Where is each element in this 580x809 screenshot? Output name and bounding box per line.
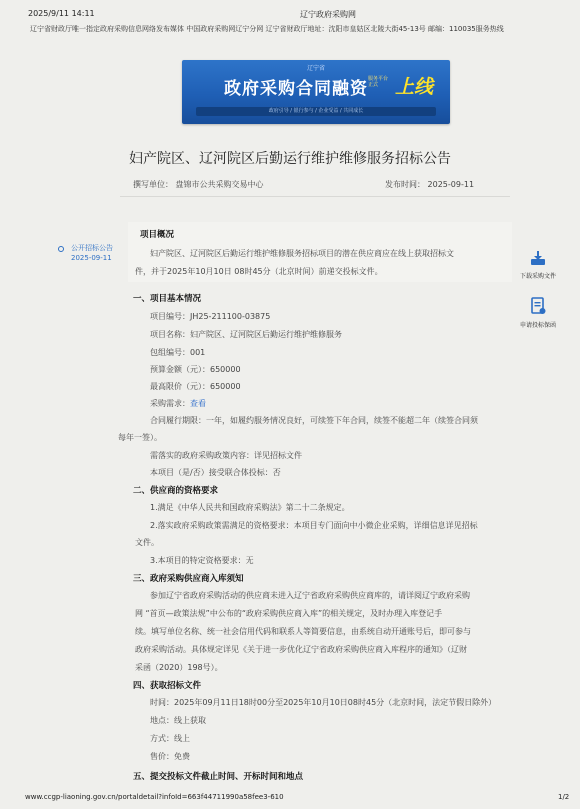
section-1-heading: 一、项目基本情况 (133, 294, 202, 304)
registration-line-3: 续。填写单位名称、统一社会信用代码和联系人等简要信息，由系统自动开通账号后，即可参与 (135, 627, 471, 636)
title-divider (120, 196, 510, 197)
page-number: 1/2 (558, 793, 570, 801)
publisher: 撰写单位： 盘锦市公共采购交易中心 (133, 180, 264, 189)
print-site-name: 辽宁政府采购网 (300, 10, 356, 19)
left-nav-label: 公开招标公告 (71, 244, 113, 252)
requirement-view-link[interactable]: 查看 (190, 399, 206, 408)
package-number: 包组编号：001 (150, 348, 206, 357)
qualification-2-line-1: 2.落实政府采购政策需满足的资格要求：本项目专门面向中小微企业采购，详细信息详见招标 (150, 521, 478, 530)
max-price: 最高限价（元）：650000 (150, 382, 241, 391)
print-datetime: 2025/9/11 14:11 (28, 9, 95, 18)
project-name: 项目名称：妇产院区、辽河院区后勤运行维护维修服务 (150, 330, 342, 339)
requirement-label: 采购需求： (150, 399, 190, 408)
notice-title: 妇产院区、辽河院区后勤运行维护维修服务招标公告 (129, 151, 451, 167)
apply-guarantee-label: 申请投标保函 (519, 322, 556, 329)
contract-term-line-1: 合同履行期限：一年，如履约服务情况良好，可续签下年合同，续签不能超二年（续签合同须 (150, 416, 478, 425)
apply-guarantee-button[interactable] (513, 297, 563, 329)
document-icon (530, 297, 546, 315)
promo-banner[interactable] (182, 60, 450, 124)
acquire-time: 时间：2025年09月11日18时00分至2025年10月10日08时45分（北京时间，法定节假日除外） (150, 698, 497, 707)
banner-online-text: 上线 (395, 76, 434, 98)
section-4-heading: 四、获取招标文件 (133, 681, 202, 691)
download-icon (530, 250, 546, 266)
acquire-price: 售价：免费 (150, 752, 190, 761)
overview-heading: 项目概况 (140, 230, 175, 240)
budget-amount: 预算金额（元）：650000 (150, 365, 241, 374)
qualification-2-line-2: 文件。 (135, 538, 159, 547)
footer-url: www.ccgp-liaoning.gov.cn/portaldetail?infoId=663f44711990a58fee3-610 (25, 793, 284, 801)
banner-tag-text: 服务平台 正式 (368, 76, 389, 88)
acquire-method: 方式：线上 (150, 734, 190, 743)
registration-line-5: 采函（2020）198号）。 (135, 663, 223, 672)
policy-content: 需落实的政府采购政策内容：详见招标文件 (150, 451, 302, 460)
registration-line-1: 参加辽宁省政府采购活动的供应商未进入辽宁省政府采购供应商库的，请详阅辽宁政府采购 (150, 591, 470, 600)
nav-dot-icon (58, 246, 64, 252)
publish-time: 发布时间： 2025-09-11 (385, 180, 475, 189)
consortium-bid: 本项目（是/否）接受联合体投标：否 (150, 468, 281, 477)
acquire-location: 地点：线上获取 (150, 716, 206, 725)
section-3-heading: 三、政府采购供应商入库须知 (133, 574, 244, 584)
download-file-button[interactable] (513, 250, 563, 280)
overview-line-1: 妇产院区、辽河院区后勤运行维护维修服务招标项目的潜在供应商应在线上获取招标文 (150, 249, 454, 258)
banner-top-text: 辽宁省 (306, 65, 325, 72)
requirement-row (150, 398, 206, 409)
left-nav-date: 2025-09-11 (71, 254, 112, 262)
contract-term-line-2: 每年一签）。 (118, 433, 162, 442)
download-file-label: 下载采购文件 (519, 273, 556, 280)
site-subline: 辽宁省财政厅唯一指定政府采购信息网络发布媒体 中国政府采购网辽宁分网 辽宁省财政厅地址：沈阳市皇姑区北陵大街45-13号 邮编：110035服务热线 (30, 25, 504, 33)
overview-line-2: 件，并于2025年10月10日 08时45分（北京时间）前递交投标文件。 (135, 267, 383, 276)
registration-line-4: 政府采购活动。具体规定详见《关于进一步优化辽宁省政府采购供应商入库程序的通知》（辽财 (135, 645, 467, 654)
section-2-heading: 二、供应商的资格要求 (133, 486, 219, 496)
qualification-3: 3.本项目的特定资格要求：无 (150, 556, 254, 565)
banner-strip-text: 政府引导 / 银行参与 / 企业受益 / 共同成长 (196, 107, 436, 116)
registration-line-2: 网 “首页—政策法规”中公布的“政府采购供应商入库”的相关规定，及时办理入库登记手 (135, 609, 443, 618)
project-number: 项目编号：JH25-211100-03875 (150, 312, 271, 321)
section-5-heading: 五、提交投标文件截止时间、开标时间和地点 (133, 772, 304, 782)
banner-main-text: 政府采购合同融资 (224, 79, 368, 99)
qualification-1: 1.满足《中华人民共和国政府采购法》第二十二条规定。 (150, 503, 350, 512)
